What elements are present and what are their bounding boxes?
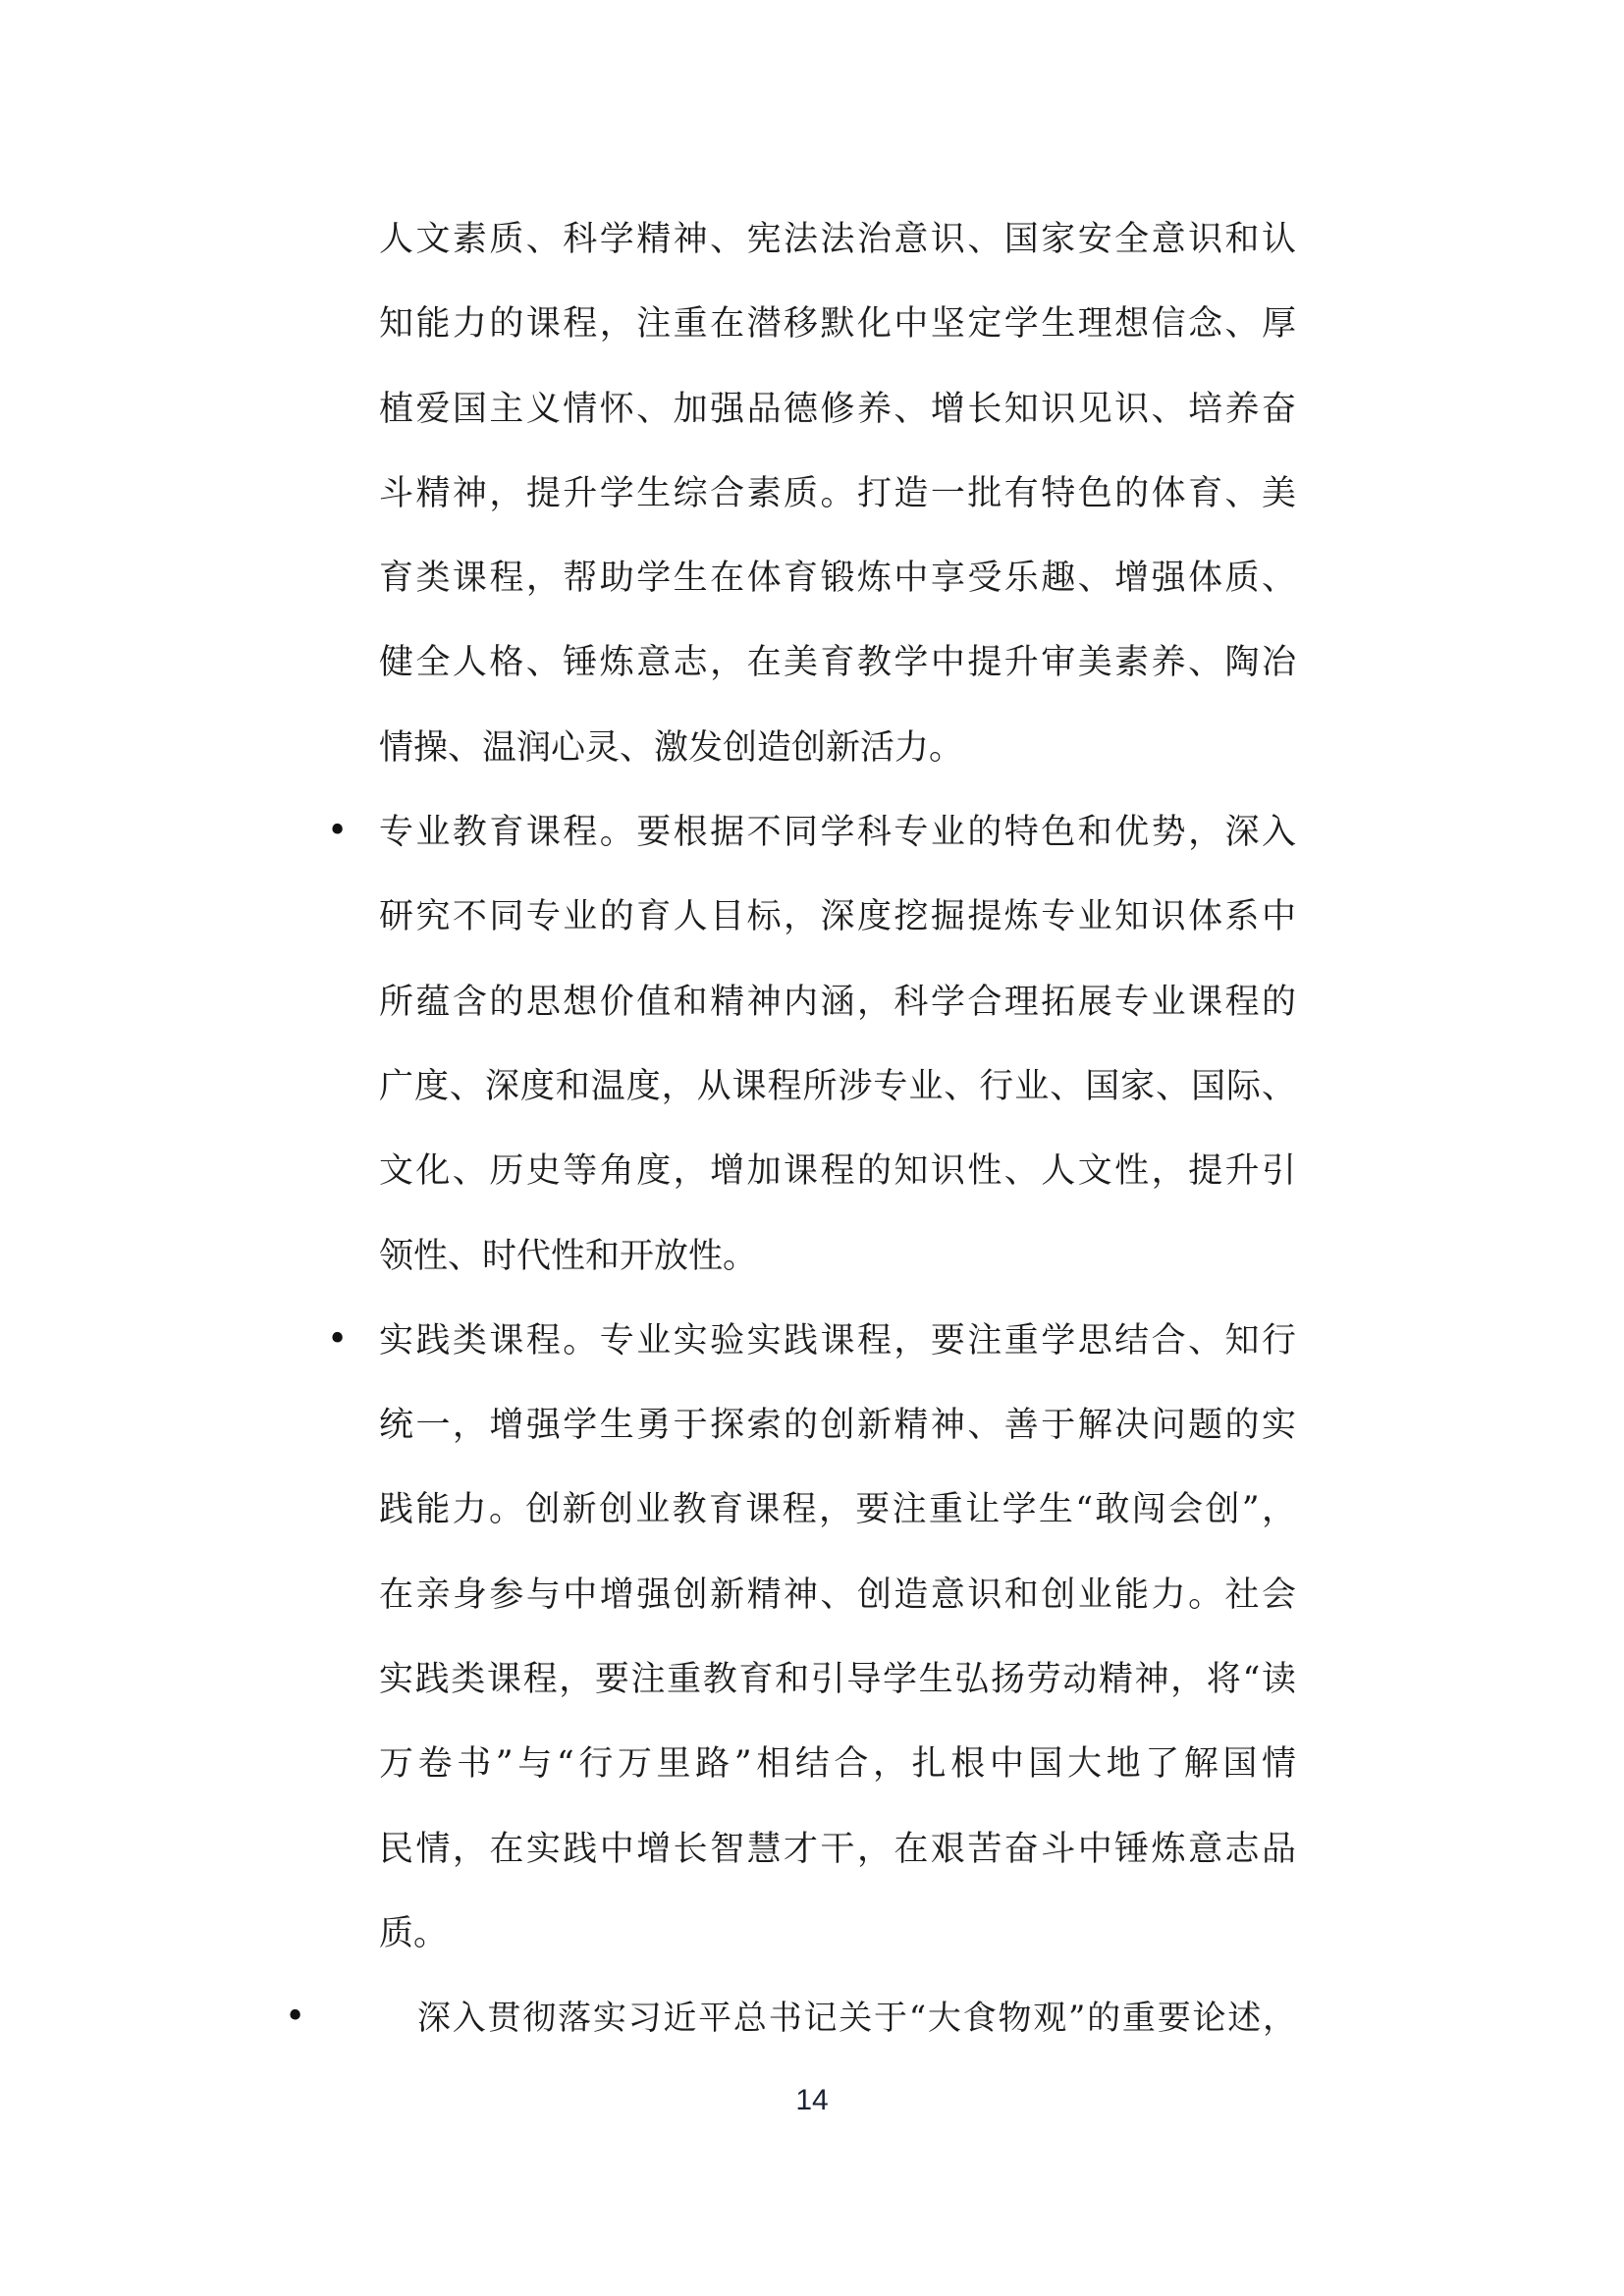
text-line bbox=[379, 536, 1296, 620]
bullet-icon: • bbox=[327, 1318, 349, 1360]
text-line-content: 民情，在实践中增长智慧才干，在艰苦奋斗中锤炼意志品 bbox=[379, 1829, 1296, 1869]
text-line bbox=[379, 706, 1296, 790]
text-line bbox=[379, 1044, 1296, 1129]
text-line-content: 广度、深度和温度，从课程所涉专业、行业、国家、国际、 bbox=[379, 1066, 1296, 1106]
text-line-content: 深入贯彻落实习近平总书记关于“大食物观”的重要论述， bbox=[417, 1999, 1296, 2039]
text-line bbox=[379, 875, 1296, 959]
text-line bbox=[379, 452, 1296, 536]
text-line bbox=[379, 367, 1296, 452]
text-line bbox=[379, 620, 1296, 705]
text-line-content: 植爱国主义情怀、加强品德修养、增长知识见识、培养奋 bbox=[379, 389, 1296, 429]
bullet-icon: • bbox=[285, 1997, 306, 2038]
text-line-content: 所蕴含的思想价值和精神内涵，科学合理拓展专业课程的 bbox=[379, 982, 1296, 1022]
page-number: 14 bbox=[795, 2084, 829, 2116]
text-line bbox=[379, 1807, 1296, 1892]
text-line bbox=[327, 790, 1296, 875]
text-line-content: 文化、历史等角度，增加课程的知识性、人文性，提升引 bbox=[379, 1151, 1296, 1192]
text-line-content: 践能力。创新创业教育课程，要注重让学生“敢闯会创”， bbox=[379, 1490, 1296, 1530]
text-line-content: 知能力的课程，注重在潜移默化中坚定学生理想信念、厚 bbox=[379, 304, 1296, 345]
text-line-content: 领性、时代性和开放性。 bbox=[379, 1236, 758, 1276]
text-line bbox=[379, 1892, 1296, 1976]
text-line-content: 统一，增强学生勇于探索的创新精神、善于解决问题的实 bbox=[379, 1406, 1296, 1446]
text-line bbox=[379, 1468, 1296, 1552]
text-line-content: 人文素质、科学精神、宪法法治意识、国家安全意识和认 bbox=[379, 220, 1296, 259]
text-line-content: 斗精神，提升学生综合素质。打造一批有特色的体育、美 bbox=[379, 473, 1296, 513]
text-line bbox=[379, 1214, 1296, 1299]
text-line bbox=[379, 1637, 1296, 1722]
text-line-content: 研究不同专业的育人目标，深度挖掘提炼专业知识体系中 bbox=[379, 897, 1296, 937]
text-line bbox=[285, 1976, 1296, 2060]
text-line-content: 实践类课程，要注重教育和引导学生弘扬劳动精神，将“读 bbox=[379, 1660, 1296, 1700]
text-line bbox=[379, 1722, 1296, 1806]
footer bbox=[0, 2085, 1624, 2116]
text-line-content: 专业教育课程。要根据不同学科专业的特色和优势，深入 bbox=[379, 813, 1296, 853]
bullet-icon: • bbox=[327, 811, 349, 852]
text-line-content: 质。 bbox=[379, 1913, 449, 1953]
text-line-content: 健全人格、锤炼意志，在美育教学中提升审美素养、陶冶 bbox=[379, 643, 1296, 683]
text-line-content: 情操、温润心灵、激发创造创新活力。 bbox=[379, 727, 964, 768]
text-line bbox=[379, 197, 1296, 282]
text-line-content: 育类课程，帮助学生在体育锻炼中享受乐趣、增强体质、 bbox=[379, 559, 1296, 599]
text-line-content: 实践类课程。专业实验实践课程，要注重学思结合、知行 bbox=[379, 1320, 1296, 1361]
text-line bbox=[379, 282, 1296, 366]
text-line bbox=[379, 1553, 1296, 1637]
text-line-content: 在亲身参与中增强创新精神、创造意识和创业能力。社会 bbox=[379, 1575, 1296, 1615]
text-line-content: 万卷书”与“行万里路”相结合，扎根中国大地了解国情 bbox=[379, 1744, 1296, 1785]
text-body bbox=[285, 197, 1296, 2061]
text-line bbox=[379, 1129, 1296, 1213]
text-line bbox=[379, 960, 1296, 1044]
text-line bbox=[327, 1299, 1296, 1383]
text-line bbox=[379, 1383, 1296, 1468]
